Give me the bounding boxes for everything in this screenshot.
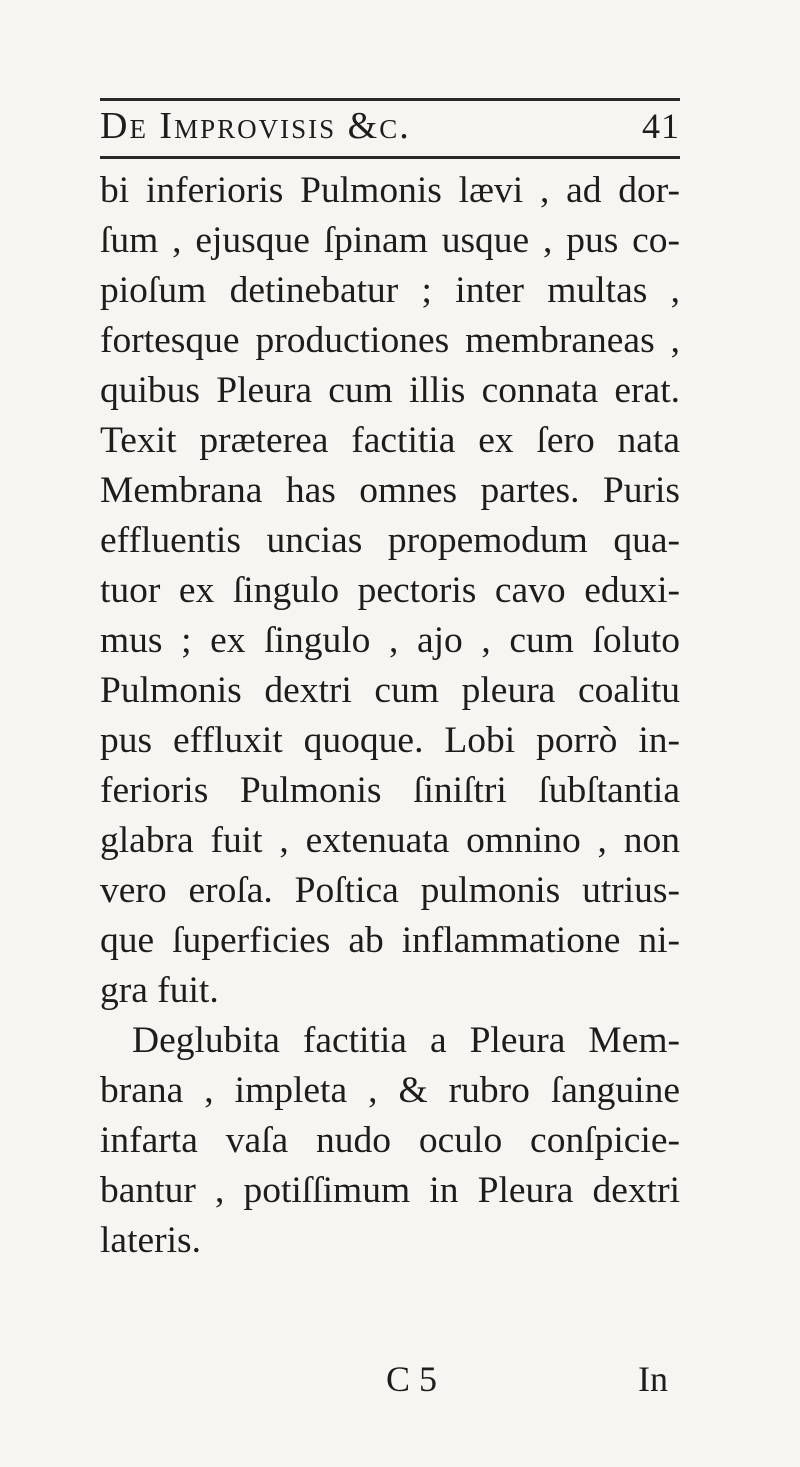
text-line: fortesque productiones membraneas , [100,320,680,361]
text-line: Texit præterea factitia ex ſero nata [100,420,680,461]
text-line: ſum , ejusque ſpinam usque , pus co- [100,220,680,261]
text-line: vero eroſa. Poſtica pulmonis utrius- [100,870,680,911]
text-line: infarta vaſa nudo oculo conſpicie- [100,1120,680,1161]
text-line: Deglubita factitia a Pleura Mem- [132,1020,680,1061]
text-line: glabra fuit , extenuata omnino , non [100,820,680,861]
running-header [100,104,680,154]
text-line: Membrana has omnes partes. Puris [100,470,680,511]
text-line: bantur , potiſſimum in Pleura dextri [100,1170,680,1211]
text-line: bi inferioris Pulmonis lævi , ad dor- [100,170,680,211]
running-title: De Improvisis &c. [100,105,411,147]
catchword: In [638,1359,668,1399]
text-line: mus ; ex ſingulo , ajo , cum ſoluto [100,620,680,661]
page-number: 41 [642,106,680,146]
text-line: que ſuperficies ab inflammatione ni- [100,920,680,961]
text-line: Pulmonis dextri cum pleura coalitu [100,670,680,711]
text-line: effluentis uncias propemodum qua- [100,520,680,561]
text-line: quibus Pleura cum illis connata erat. [100,370,680,411]
body-text [100,166,680,1266]
header-rule-bottom [100,156,680,159]
page-footer [0,1358,800,1408]
text-line: gra fuit. [100,970,219,1011]
signature-mark: C 5 [386,1359,438,1399]
header-rule-top [100,98,680,101]
text-line: pus effluxit quoque. Lobi porrò in- [100,720,680,761]
text-line: ferioris Pulmonis ſiniſtri ſubſtantia [100,770,680,811]
text-line: brana , impleta , & rubro ſanguine [100,1070,680,1111]
text-line: tuor ex ſingulo pectoris cavo eduxi- [100,570,680,611]
text-line: lateris. [100,1220,202,1261]
text-line: pioſum detinebatur ; inter multas , [100,270,680,311]
